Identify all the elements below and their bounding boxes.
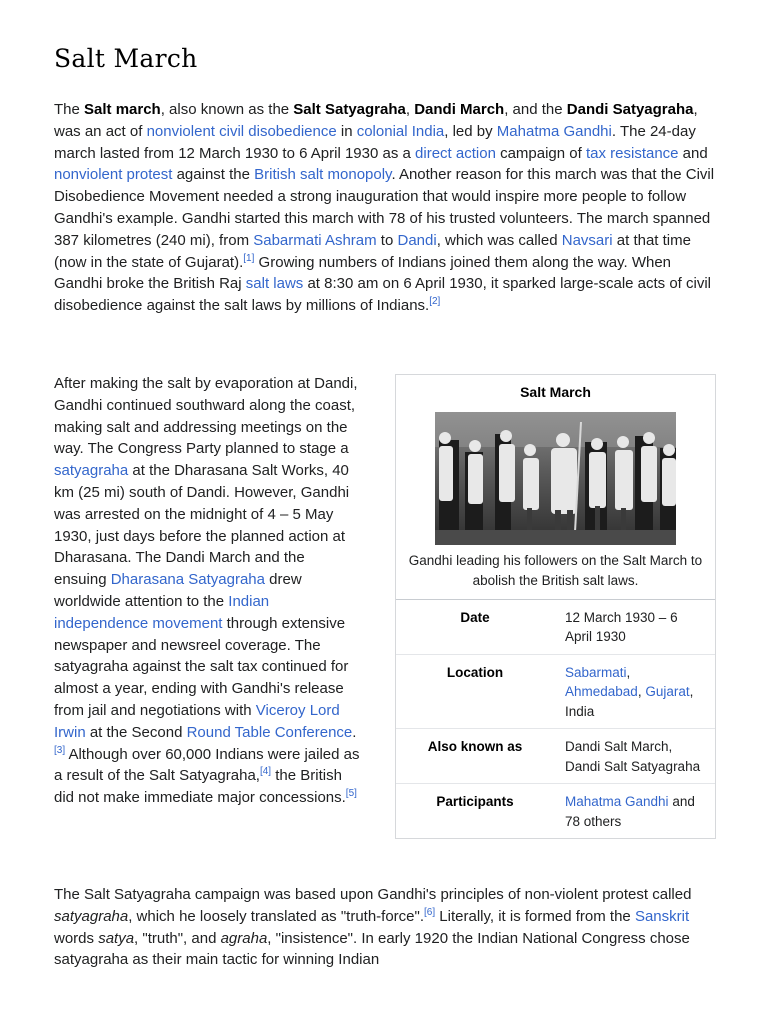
wiki-link[interactable]: Dharasana Satyagraha [110,571,265,589]
wiki-link[interactable]: Mahatma Gandhi [496,122,612,140]
bold-term: Dandi Satyagraha [566,101,694,118]
text-run: 12 March 1930 – 6 April 1930 [565,609,678,644]
italic-term: agraha [220,929,268,947]
text-run: words [54,929,99,947]
paragraph-intro [54,99,718,317]
wiki-link[interactable]: satyagraha [54,462,129,480]
text-run: . Another reason for this march was that the Civil Disobedience Movement needed a strong inauguration that would inspire more people to follow Gandhi's example. Gandhi started this march with 78 of his trusted volunteers. The march spanned 387 kilometres (240 mi), from [54,166,715,249]
infobox-label: Also known as [427,739,523,754]
text-run: , [405,101,415,118]
text-run: against the [172,166,255,184]
text-run: The [54,101,85,118]
citation-link[interactable]: [1] [243,252,255,264]
text-run: The Salt Satyagraha campaign was based upon Gandhi's principles of non-violent protest called [54,886,692,903]
citation-link[interactable]: [5] [345,788,357,800]
text-run: , which was called [436,231,562,249]
text-run: . The 24-day march lasted from 12 March 1930 to 6 April 1930 as a [54,122,696,162]
bold-term: Salt march [84,101,161,118]
wiki-link[interactable]: British salt monopoly [254,166,392,184]
text-run: to [376,231,398,249]
text-run: and 78 others [565,794,695,829]
text-run: drew worldwide attention to the [54,571,302,610]
infobox-row-date [396,599,715,654]
wiki-link[interactable]: Indian independence movement [54,592,270,632]
text-run: at the Dharasana Salt Works, 40 km (25 mi) south of Dandi. However, Gandhi was arrested on the midnight of 4 – 5 May 1930, just days before the planned action at Dharasana. The Dandi March and the ensuing [54,462,350,589]
wiki-link[interactable]: salt laws [245,275,304,293]
wiki-link[interactable]: Ahmedabad [565,684,638,699]
citation-link[interactable]: [2] [429,296,441,308]
text-run: , which he loosely translated as "truth-force". [128,907,425,925]
wiki-link[interactable]: Sanskrit [634,907,690,925]
wiki-link[interactable]: Sabarmati Ashram [253,231,377,249]
wiki-link[interactable]: nonviolent protest [54,166,173,184]
paragraph-principles [54,884,718,971]
text-run: , and the [504,101,567,118]
infobox-label: Location [446,664,504,680]
bold-term: Salt Satyagraha [293,101,406,118]
text-run: , also known as the [160,101,294,118]
page-title: Salt March [54,44,198,73]
text-run: , [626,664,631,680]
text-run: campaign of [495,144,586,162]
text-run: Literally, it is formed from the [435,907,635,925]
infobox [395,374,716,839]
wiki-link[interactable]: direct action [415,144,496,162]
text-run: the British did not make immediate major concessions. [54,767,346,807]
text-run: at the Second [85,723,187,741]
citation-link[interactable]: [6] [424,906,436,918]
text-run: , led by [444,122,497,140]
text-run: , [637,684,646,699]
paragraph-march-aftermath [54,373,360,809]
text-run: , "insistence". In early 1920 the Indian National Congress chose satyagraha as their main tactic for winning Indian [54,929,690,969]
infobox-photo[interactable] [435,412,676,545]
bold-term: Dandi March [414,101,505,118]
text-run: at 8:30 am on 6 April 1930, it sparked large-scale acts of civil disobedience against the salt laws by millions of Indians. [54,275,712,315]
infobox-row-participants [396,783,715,838]
wiki-link[interactable]: colonial India [356,122,445,140]
infobox-row-also-known-as [396,728,715,783]
infobox-label: Participants [436,794,514,809]
text-run: Although over 60,000 Indians were jailed as a result of the Salt Satyagraha, [54,745,360,785]
italic-term: satyagraha [54,907,129,925]
infobox-row-location [396,654,715,729]
wiki-link[interactable]: Mahatma Gandhi [565,794,669,809]
wiki-link[interactable]: Dandi [397,231,437,249]
infobox-value [554,792,705,831]
text-run: in [336,122,357,140]
infobox-title: Salt March [520,384,591,400]
infobox-value [554,663,705,722]
text-run: After making the salt by evaporation at Dandi, Gandhi continued southward along the coast, making salt and addressing meetings on the way. The Congress Party planned to stage a [54,375,358,458]
wiki-link[interactable]: Sabarmati [565,664,627,680]
text-run: . [352,723,357,741]
wiki-link[interactable]: Round Table Conference [186,723,353,741]
italic-term: satya [98,929,135,947]
text-run: , was an act of [54,101,698,140]
infobox-label: Date [460,609,490,625]
wiki-link[interactable]: Gujarat [645,684,690,699]
infobox-value [554,737,705,776]
text-run: Dandi Salt March, Dandi Salt Satyagraha [565,739,701,774]
infobox-rows [396,599,715,839]
infobox-value [554,608,705,647]
wiki-link[interactable]: tax resistance [585,144,679,162]
citation-link[interactable]: [4] [259,766,272,778]
text-run: Growing numbers of Indians joined them along the way. When Gandhi broke the British Raj [54,253,672,293]
infobox-caption: Gandhi leading his followers on the Salt March to abolish the British salt laws. [408,552,703,588]
citation-link[interactable]: [3] [54,744,66,756]
text-run: and [678,144,708,162]
text-run: , "truth", and [134,929,221,947]
wiki-link[interactable]: nonviolent civil disobedience [146,122,337,140]
text-run: at that time (now in the state of Gujarat). [54,231,691,271]
wiki-link[interactable]: Navsari [561,231,613,249]
text-run: through extensive newspaper and newsreel coverage. The satyagraha against the salt tax continued for almost a year, ending with Gandhi's release from jail and negotiations with [54,614,349,719]
text-run: , India [565,684,694,719]
wiki-link[interactable]: Viceroy Lord Irwin [54,701,340,741]
